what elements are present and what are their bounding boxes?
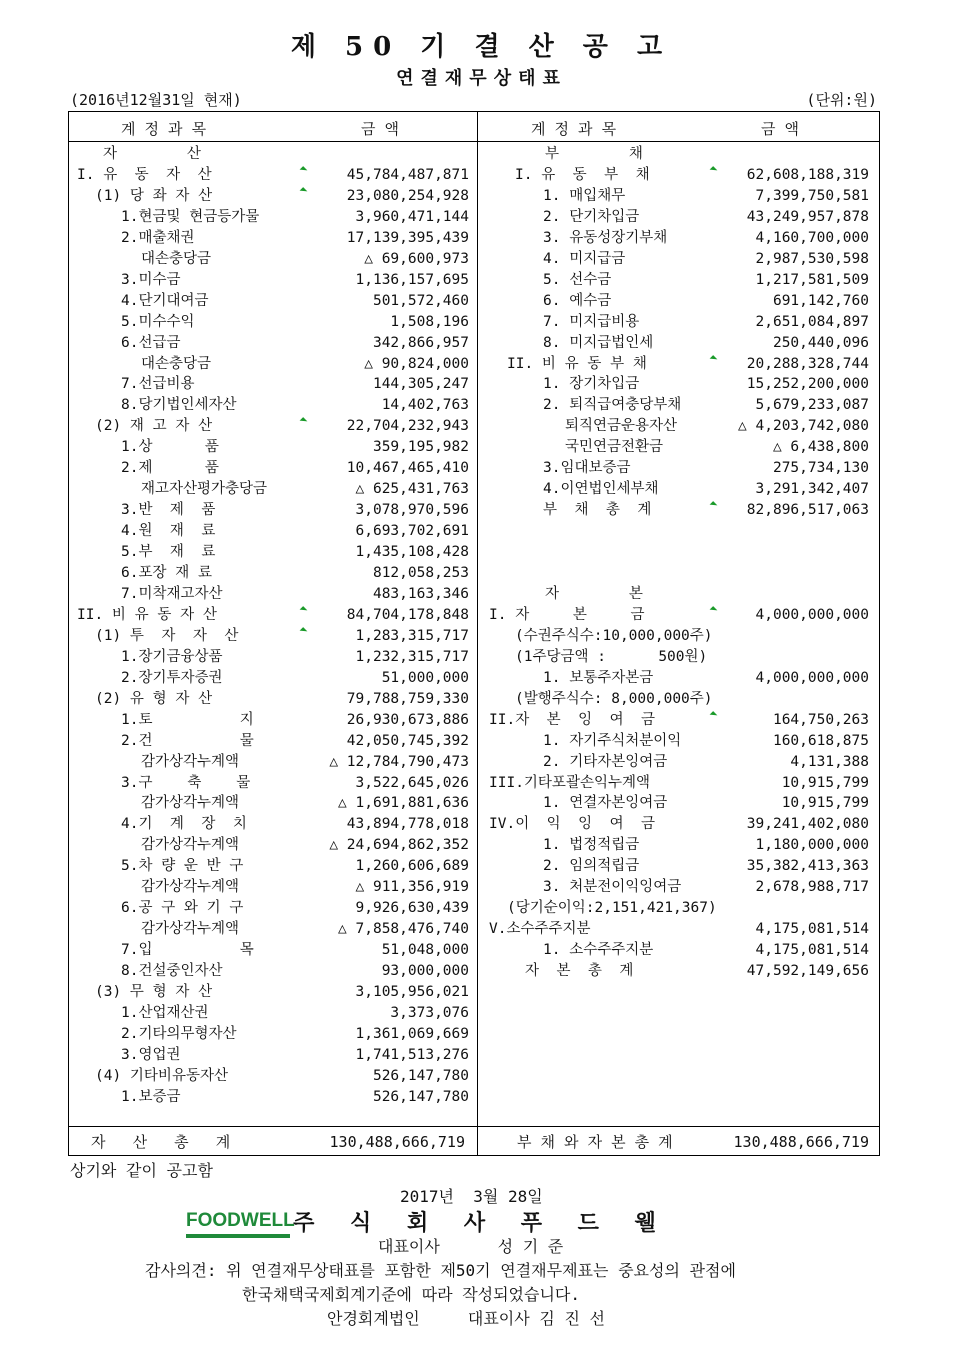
totals-divider bbox=[69, 1126, 879, 1127]
total-assets-value: 130,488,666,719 bbox=[329, 1133, 465, 1151]
liability-row-label: 부 채 bbox=[545, 146, 643, 162]
liability-row-value: 10,915,799 bbox=[781, 774, 869, 791]
liability-row-label: 2. 퇴직급여충당부채 bbox=[543, 397, 682, 414]
green-marker-icon bbox=[710, 501, 718, 509]
liability-row-value: 691,142,760 bbox=[772, 292, 869, 309]
liability-row-value: 4,000,000,000 bbox=[755, 669, 869, 686]
liability-row-value: 4,175,081,514 bbox=[755, 921, 869, 938]
liability-row-value: 160,618,875 bbox=[772, 732, 869, 749]
green-marker-icon bbox=[710, 606, 718, 614]
asset-row-label: 2.제 품 bbox=[121, 460, 219, 477]
asset-row-value: △ 1,691,881,636 bbox=[338, 795, 469, 812]
liability-row-label: (발행주식수: 8,000,000주) bbox=[515, 690, 713, 707]
asset-row-value: 1,260,606,689 bbox=[355, 858, 469, 875]
green-marker-icon bbox=[710, 355, 718, 363]
liability-row-value: 2,987,530,598 bbox=[755, 250, 869, 267]
liability-row-value: △ 4,203,742,080 bbox=[738, 418, 869, 435]
asset-row-label: 1.산업재산권 bbox=[121, 1004, 209, 1021]
document-title: 제 50 기 결 산 공 고 bbox=[290, 32, 673, 62]
liability-row-label: 2. 기타자본잉여금 bbox=[543, 753, 668, 770]
asset-row-label: (2) 유 형 자 산 bbox=[95, 690, 213, 707]
ceo-name: 대표이사 성 기 준 bbox=[378, 1237, 564, 1256]
asset-row-value: 23,080,254,928 bbox=[346, 187, 469, 204]
asset-row-label: 대손충당금 bbox=[141, 250, 212, 267]
asset-row-value: 144,305,247 bbox=[372, 376, 469, 393]
asset-row-label: (3) 무 형 자 산 bbox=[95, 984, 213, 1000]
liability-row-label: 2. 임의적립금 bbox=[543, 858, 640, 875]
liability-row-label: 1. 보통주자본금 bbox=[543, 669, 654, 686]
asset-row-label: I. 유 동 자 산 bbox=[77, 166, 212, 183]
asset-row-value: 812,058,253 bbox=[372, 565, 469, 581]
asset-row-label: (4) 기타비유동자산 bbox=[95, 1067, 228, 1084]
liability-row-label: II. 비 유 동 부 채 bbox=[507, 355, 647, 372]
asset-row-label: 재고자산평가충당금 bbox=[141, 481, 268, 498]
total-assets-label: 자 산 총 계 bbox=[91, 1133, 231, 1151]
liability-row-label: 3. 유동성장기부채 bbox=[543, 229, 668, 246]
asset-row-label: 3.미수금 bbox=[121, 271, 181, 288]
liability-row-label: IV.이 익 잉 여 금 bbox=[489, 816, 656, 833]
asset-row-label: 1.보증금 bbox=[121, 1088, 181, 1105]
asset-row-label: 2.매출채권 bbox=[121, 229, 195, 246]
asset-row-label: 5.미수수익 bbox=[121, 313, 195, 330]
liability-row-value: 275,734,130 bbox=[772, 460, 869, 477]
green-marker-icon bbox=[300, 187, 308, 195]
asset-row-label: 5.부 재 료 bbox=[121, 544, 216, 561]
liability-row-value: △ 6,438,800 bbox=[772, 439, 869, 456]
liability-row-label: 7. 미지급비용 bbox=[543, 313, 640, 330]
liability-row-label: I. 유 동 부 채 bbox=[515, 166, 650, 183]
liability-row-label: 1. 연결자본잉여금 bbox=[543, 795, 668, 812]
asset-row-value: 1,232,315,717 bbox=[355, 648, 469, 665]
asset-row-label: 감가상각누계액 bbox=[141, 753, 240, 770]
logo-wordmark: FOODWELL bbox=[186, 1210, 295, 1231]
asset-row-value: 79,788,759,330 bbox=[346, 690, 469, 707]
asset-row-label: 자 산 bbox=[103, 146, 201, 162]
liability-row-label: 4.이연법인세부채 bbox=[543, 481, 659, 498]
green-marker-icon bbox=[710, 711, 718, 719]
notice-text: 상기와 같이 공고함 bbox=[70, 1161, 213, 1180]
asset-row-label: 5.차 량 운 반 구 bbox=[121, 858, 244, 875]
notice-date: 2017년 3월 28일 bbox=[400, 1187, 543, 1206]
liability-row-label: 자 본 bbox=[545, 585, 643, 602]
liability-row-value: 3,291,342,407 bbox=[755, 481, 869, 498]
liability-row-label: 1. 법정적립금 bbox=[543, 837, 640, 854]
total-liab-equity-label: 부 채 와 자 본 총 계 bbox=[517, 1133, 673, 1151]
asset-row-value: △ 911,356,919 bbox=[355, 879, 469, 896]
liability-row-label: 1. 자기주식처분이익 bbox=[543, 732, 682, 749]
left-item-header: 계 정 과 목 bbox=[121, 120, 207, 138]
currency-unit: (단위:원) bbox=[806, 91, 877, 109]
asset-row-label: 6.선급금 bbox=[121, 334, 181, 351]
audit-opinion-line-1: 감사의견: 위 연결재무상태표를 포함한 제50기 연결재무제표는 중요성의 관점에 bbox=[145, 1261, 736, 1280]
asset-row-value: 3,522,645,026 bbox=[355, 774, 469, 791]
asset-row-value: 1,361,069,669 bbox=[355, 1025, 469, 1042]
asset-row-label: 3.반 제 품 bbox=[121, 502, 216, 519]
company-name: 주 식 회 사 푸 드 웰 bbox=[293, 1210, 670, 1236]
liability-row-value: 39,241,402,080 bbox=[746, 816, 869, 833]
asset-row-value: 14,402,763 bbox=[381, 397, 469, 414]
liability-row-value: 4,000,000,000 bbox=[755, 606, 869, 623]
auditor-name: 안경회계법인 대표이사 김 진 선 bbox=[327, 1309, 605, 1328]
asset-row-value: 6,693,702,691 bbox=[355, 523, 469, 540]
liability-row-label: 부 채 총 계 bbox=[543, 502, 652, 519]
asset-row-label: 7.입 목 bbox=[121, 942, 254, 959]
asset-row-value: 3,960,471,144 bbox=[355, 208, 469, 225]
asset-row-label: 2.기타의무형자산 bbox=[121, 1025, 237, 1042]
asset-row-value: 26,930,673,886 bbox=[346, 711, 469, 728]
liability-row-value: 4,131,388 bbox=[790, 753, 869, 770]
liability-row-value: 43,249,957,878 bbox=[746, 208, 869, 225]
liability-row-label: (수권주식수:10,000,000주) bbox=[515, 627, 713, 644]
asset-row-value: 3,078,970,596 bbox=[355, 502, 469, 519]
asset-row-label: II. 비 유 동 자 산 bbox=[77, 606, 217, 623]
asset-row-value: 51,000,000 bbox=[381, 669, 469, 686]
liability-row-label: 1. 매입채무 bbox=[543, 187, 626, 204]
asset-row-label: 감가상각누계액 bbox=[141, 795, 240, 812]
asset-row-value: 1,741,513,276 bbox=[355, 1046, 469, 1063]
asset-row-label: 대손충당금 bbox=[141, 355, 212, 372]
green-marker-icon bbox=[300, 166, 308, 174]
green-marker-icon bbox=[300, 417, 308, 425]
liability-row-value: 35,382,413,363 bbox=[746, 858, 869, 875]
right-amount-header: 금 액 bbox=[761, 120, 800, 138]
asset-row-label: 8.건설중인자산 bbox=[121, 963, 223, 980]
liability-row-value: 62,608,188,319 bbox=[746, 166, 869, 183]
asset-row-label: 1.토 지 bbox=[121, 711, 254, 728]
asset-row-value: 10,467,465,410 bbox=[346, 460, 469, 477]
asset-row-value: 42,050,745,392 bbox=[346, 732, 469, 749]
liability-row-value: 4,160,700,000 bbox=[755, 229, 869, 246]
liability-row-value: 47,592,149,656 bbox=[746, 963, 869, 980]
liability-row-value: 10,915,799 bbox=[781, 795, 869, 812]
liability-row-label: (당기순이익:2,151,421,367) bbox=[507, 900, 717, 917]
asset-row-value: 1,283,315,717 bbox=[355, 627, 469, 644]
asset-row-label: 7.선급비용 bbox=[121, 376, 195, 393]
audit-opinion-line-2: 한국채택국제회계기준에 따라 작성되었습니다. bbox=[242, 1285, 581, 1304]
asset-row-value: 93,000,000 bbox=[381, 963, 469, 980]
asset-row-value: 1,435,108,428 bbox=[355, 544, 469, 561]
liability-row-label: (1주당금액 : 500원) bbox=[515, 648, 708, 665]
liability-row-label: II.자 본 잉 여 금 bbox=[489, 711, 656, 728]
column-divider bbox=[477, 112, 478, 1155]
asset-row-label: (1) 당 좌 자 산 bbox=[95, 187, 213, 204]
asset-row-label: 3.영업권 bbox=[121, 1046, 181, 1063]
liability-row-value: 1,180,000,000 bbox=[755, 837, 869, 854]
asset-row-value: △ 12,784,790,473 bbox=[329, 753, 469, 770]
green-marker-icon bbox=[300, 606, 308, 614]
document-subtitle: 연결재무상태표 bbox=[396, 68, 567, 89]
asset-row-value: 1,136,157,695 bbox=[355, 271, 469, 288]
right-item-header: 계 정 과 목 bbox=[531, 120, 617, 138]
asset-row-value: △ 69,600,973 bbox=[364, 250, 469, 267]
asset-row-value: 17,139,395,439 bbox=[346, 229, 469, 246]
asset-row-label: 8.당기법인세자산 bbox=[121, 397, 237, 414]
asset-row-value: 526,147,780 bbox=[372, 1088, 469, 1105]
liability-row-value: 4,175,081,514 bbox=[755, 942, 869, 959]
asset-row-label: 감가상각누계액 bbox=[141, 921, 240, 938]
liability-row-label: 5. 선수금 bbox=[543, 271, 612, 288]
liability-row-label: 3.임대보증금 bbox=[543, 460, 631, 477]
liability-row-value: 2,651,084,897 bbox=[755, 313, 869, 330]
liability-row-label: 6. 예수금 bbox=[543, 292, 612, 309]
as-of-date: (2016년12월31일 현재) bbox=[70, 91, 242, 109]
liability-row-value: 250,440,096 bbox=[772, 334, 869, 351]
left-amount-header: 금 액 bbox=[361, 120, 400, 138]
asset-row-value: 22,704,232,943 bbox=[346, 418, 469, 435]
asset-row-value: 84,704,178,848 bbox=[346, 606, 469, 623]
liability-row-label: 1. 장기차입금 bbox=[543, 376, 640, 393]
liability-row-label: V.소수주주지분 bbox=[489, 921, 591, 938]
liability-row-value: 1,217,581,509 bbox=[755, 271, 869, 288]
liability-row-label: III.기타포괄손익누계액 bbox=[489, 774, 650, 791]
asset-row-value: 1,508,196 bbox=[390, 313, 469, 330]
liability-row-label: 자 본 총 계 bbox=[525, 963, 634, 980]
liability-row-label: 퇴직연금운용자산 bbox=[565, 418, 678, 435]
liability-row-label: I. 자 본 금 bbox=[489, 606, 645, 623]
liability-row-label: 2. 단기차입금 bbox=[543, 208, 640, 225]
asset-row-label: 6.공 구 와 기 구 bbox=[121, 900, 244, 917]
asset-row-label: 2.장기투자증권 bbox=[121, 669, 223, 686]
asset-row-label: 1.장기금융상품 bbox=[121, 648, 223, 665]
liability-row-value: 2,678,988,717 bbox=[755, 879, 869, 896]
asset-row-value: △ 90,824,000 bbox=[364, 355, 469, 372]
asset-row-label: 6.포장 재 료 bbox=[121, 565, 212, 581]
liability-row-label: 1. 소수주주지분 bbox=[543, 942, 654, 959]
liability-row-value: 5,679,233,087 bbox=[755, 397, 869, 414]
asset-row-value: 9,926,630,439 bbox=[355, 900, 469, 917]
asset-row-value: 3,105,956,021 bbox=[355, 984, 469, 1000]
asset-row-value: 45,784,487,871 bbox=[346, 166, 469, 183]
asset-row-value: 43,894,778,018 bbox=[346, 816, 469, 833]
asset-row-value: 483,163,346 bbox=[372, 585, 469, 602]
liability-row-value: 82,896,517,063 bbox=[746, 502, 869, 519]
asset-row-label: 3.구 축 물 bbox=[121, 774, 251, 791]
asset-row-value: 342,866,957 bbox=[372, 334, 469, 351]
liability-row-label: 8. 미지급법인세 bbox=[543, 334, 654, 351]
liability-row-value: 20,288,328,744 bbox=[746, 355, 869, 372]
liability-row-label: 국민연금전환금 bbox=[565, 439, 664, 456]
asset-row-value: △ 625,431,763 bbox=[355, 481, 469, 498]
asset-row-label: 감가상각누계액 bbox=[141, 879, 240, 896]
asset-row-value: 501,572,460 bbox=[372, 292, 469, 309]
green-marker-icon bbox=[710, 166, 718, 174]
asset-row-value: 526,147,780 bbox=[372, 1067, 469, 1084]
asset-row-value: 3,373,076 bbox=[390, 1004, 469, 1021]
total-liab-equity-value: 130,488,666,719 bbox=[733, 1133, 869, 1151]
asset-row-value: 359,195,982 bbox=[372, 439, 469, 456]
liability-row-value: 7,399,750,581 bbox=[755, 187, 869, 204]
asset-row-label: (1) 투 자 자 산 bbox=[95, 627, 239, 644]
green-marker-icon bbox=[300, 627, 308, 635]
asset-row-value: △ 7,858,476,740 bbox=[338, 921, 469, 938]
asset-row-label: 2.건 물 bbox=[121, 732, 254, 749]
header-divider bbox=[69, 141, 879, 142]
liability-row-label: 4. 미지급금 bbox=[543, 250, 626, 267]
liability-row-value: 15,252,200,000 bbox=[746, 376, 869, 393]
asset-row-label: 감가상각누계액 bbox=[141, 837, 240, 854]
asset-row-label: 1.현금및 현금등가물 bbox=[121, 208, 260, 225]
asset-row-label: 4.원 재 료 bbox=[121, 523, 216, 540]
asset-row-label: 4.기 계 장 치 bbox=[121, 816, 247, 833]
asset-row-label: 1.상 품 bbox=[121, 439, 219, 456]
asset-row-label: 7.미착재고자산 bbox=[121, 585, 223, 602]
liability-row-value: 164,750,263 bbox=[772, 711, 869, 728]
asset-row-value: 51,048,000 bbox=[381, 942, 469, 959]
asset-row-label: 4.단기대여금 bbox=[121, 292, 209, 309]
liability-row-label: 3. 처분전이익잉여금 bbox=[543, 879, 682, 896]
asset-row-label: (2) 재 고 자 산 bbox=[95, 418, 213, 435]
asset-row-value: △ 24,694,862,352 bbox=[329, 837, 469, 854]
balance-sheet-table bbox=[68, 111, 880, 1156]
